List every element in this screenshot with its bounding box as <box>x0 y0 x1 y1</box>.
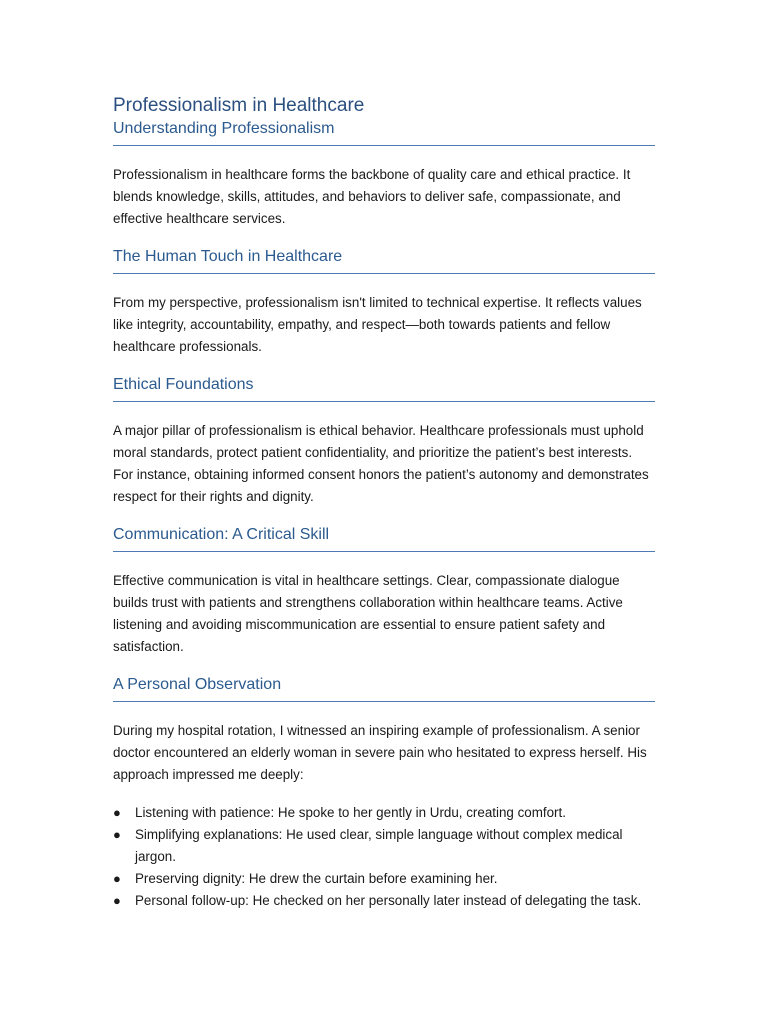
bullet-icon: ● <box>113 805 121 820</box>
list-item <box>113 890 655 912</box>
list-item-text: Listening with patience: He spoke to her gently in Urdu, creating comfort. <box>135 805 566 820</box>
section-paragraph: A major pillar of professionalism is ethical behavior. Healthcare professionals must uphold moral standards, protect patient confidentiality, and prioritize the patient’s best interests. For instance, obtaining informed consent honors the patient’s autonomy and demonstrates respect for their rights and dignity. <box>113 423 649 504</box>
observation-bullet-list <box>113 802 655 912</box>
section-human-touch <box>113 246 655 358</box>
section-understanding-professionalism <box>113 118 655 230</box>
section-paragraph: During my hospital rotation, I witnessed an inspiring example of professionalism. A senior doctor encountered an elderly woman in severe pain who hesitated to express herself. His approach impressed me deeply: <box>113 723 647 782</box>
document-page <box>113 94 655 912</box>
section-heading: Communication: A Critical Skill <box>113 524 655 552</box>
document-title: Professionalism in Healthcare <box>113 95 365 116</box>
list-item-text: Simplifying explanations: He used clear, simple language without complex medical jargon. <box>135 827 623 864</box>
list-item <box>113 824 655 868</box>
section-paragraph: Effective communication is vital in healthcare settings. Clear, compassionate dialogue builds trust with patients and strengthens collaboration within healthcare teams. Active listening and avoiding miscommunication are essential to ensure patient safety and satisfaction. <box>113 573 623 654</box>
section-ethical-foundations <box>113 374 655 508</box>
section-paragraph: From my perspective, professionalism isn't limited to technical expertise. It reflects values like integrity, accountability, empathy, and respect—both towards patients and fellow healthcare professionals. <box>113 295 642 354</box>
list-item-text: Personal follow-up: He checked on her personally later instead of delegating the task. <box>135 893 642 908</box>
section-heading: A Personal Observation <box>113 674 655 702</box>
list-item <box>113 868 655 890</box>
bullet-icon: ● <box>113 827 121 842</box>
section-communication <box>113 524 655 658</box>
section-heading: Understanding Professionalism <box>113 118 655 146</box>
bullet-icon: ● <box>113 893 121 908</box>
section-personal-observation <box>113 674 655 912</box>
list-item <box>113 802 655 824</box>
bullet-icon: ● <box>113 871 121 886</box>
section-paragraph: Professionalism in healthcare forms the backbone of quality care and ethical practice. It blends knowledge, skills, attitudes, and behaviors to deliver safe, compassionate, and effective healthcare services. <box>113 167 631 226</box>
list-item-text: Preserving dignity: He drew the curtain before examining her. <box>135 871 498 886</box>
section-heading: The Human Touch in Healthcare <box>113 246 655 274</box>
section-heading: Ethical Foundations <box>113 374 655 402</box>
